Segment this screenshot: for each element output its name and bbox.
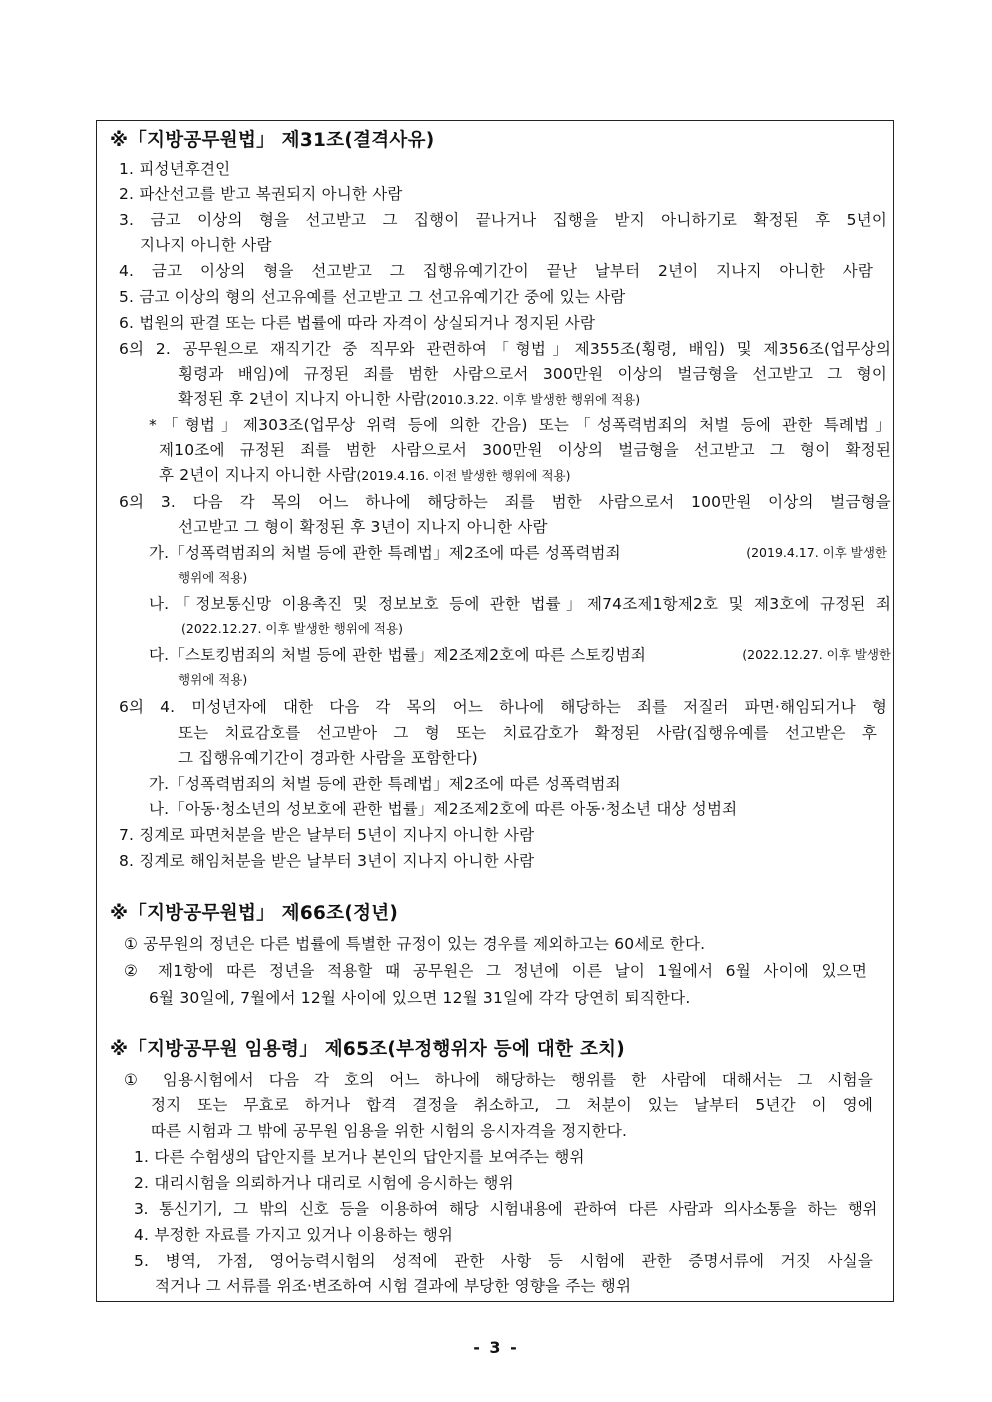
sub-item: 가.「성폭력범죄의 처벌 등에 관한 특례법」제2조에 따른 성폭력범죄 (2019.4.17. 이후 발생한: [149, 544, 887, 562]
notice-box: [96, 120, 894, 1302]
list-item: 2. 파산선고를 받고 복권되지 아니한 사람: [119, 185, 403, 203]
list-item: 2. 대리시험을 의뢰하거나 대리로 시험에 응시하는 행위: [134, 1174, 514, 1192]
note-item: *「형법」제303조(업무상 위력 등에 의한 간음) 또는「성폭력범죄의 처벌 등에 관한 특례법」: [149, 416, 891, 434]
list-item-continued: 확정된 후 2년이 지나지 아니한 사람(2010.3.22. 이후 발생한 행위에 적용): [178, 390, 641, 408]
list-item: 6의 4. 미성년자에 대한 다음 각 목의 어느 하나에 해당하는 죄를 저질러 파면·해임되거나 형: [119, 698, 887, 716]
note-item-continued: 제10조에 규정된 죄를 범한 사람으로서 300만원 이상의 벌금형을 선고받고 그 형이 확정된: [159, 441, 891, 459]
list-item-continued: 선고받고 그 형이 확정된 후 3년이 지나지 아니한 사람: [178, 518, 548, 536]
page-number: - 3 -: [473, 1338, 519, 1357]
list-item-continued: 그 집행유예기간이 경과한 사람을 포함한다): [178, 749, 478, 767]
paragraph: ① 임용시험에서 다음 각 호의 어느 하나에 해당하는 행위를 한 사람에 대해서는 그 시험을: [124, 1071, 873, 1089]
list-item-continued: 지나지 아니한 사람: [140, 236, 272, 254]
list-item-continued: 적거나 그 서류를 위조·변조하여 시험 결과에 부당한 영향을 주는 행위: [155, 1277, 632, 1295]
sub-item: 다.「스토킹범죄의 처벌 등에 관한 법률」제2조제2호에 따른 스토킹범죄 (2022.12.27. 이후 발생한: [149, 646, 891, 664]
section-66-title: ※「지방공무원법」 제66조(정년): [110, 903, 399, 924]
list-item: 1. 다른 수험생의 답안지를 보거나 본인의 답안지를 보여주는 행위: [134, 1148, 585, 1166]
paragraph: ② 제1항에 따른 정년을 적용할 때 공무원은 그 정년에 이른 날이 1월에서 6월 사이에 있으면: [124, 962, 867, 980]
applicability-note: (2022.12.27. 이후 발생한 행위에 적용): [181, 621, 403, 636]
applicability-note: (2022.12.27. 이후 발생한: [742, 647, 891, 662]
applicability-note: (2010.3.22. 이후 발생한 행위에 적용): [426, 392, 641, 407]
list-item: 4. 금고 이상의 형을 선고받고 그 집행유예기간이 끝난 날부터 2년이 지나지 아니한 사람: [119, 262, 873, 280]
applicability-note: (2019.4.17. 이후 발생한: [746, 545, 887, 560]
sub-item: 가.「성폭력범죄의 처벌 등에 관한 특례법」제2조에 따른 성폭력범죄: [149, 775, 621, 793]
list-item: 5. 금고 이상의 형의 선고유예를 선고받고 그 선고유예기간 중에 있는 사람: [119, 288, 626, 306]
list-item: 8. 징계로 해임처분을 받은 날부터 3년이 지나지 아니한 사람: [119, 852, 535, 870]
paragraph-continued: 6월 30일에, 7월에서 12월 사이에 있으면 12월 31일에 각각 당연히 퇴직한다.: [149, 989, 691, 1007]
applicability-note: 행위에 적용): [178, 672, 248, 687]
list-item: 6의 3. 다음 각 목의 어느 하나에 해당하는 죄를 범한 사람으로서 100만원 이상의 벌금형을: [119, 493, 891, 511]
applicability-note: 행위에 적용): [178, 570, 248, 585]
list-item: 5. 병역, 가점, 영어능력시험의 성적에 관한 사항 등 시험에 관한 증명서류에 거짓 사실을: [134, 1252, 873, 1270]
list-item: 6의 2. 공무원으로 재직기간 중 직무와 관련하여「형법」제355조(횡령, 배임) 및 제356조(업무상의: [119, 340, 891, 358]
applicability-note: (2019.4.16. 이전 발생한 행위에 적용): [356, 468, 571, 483]
list-item: 7. 징계로 파면처분을 받은 날부터 5년이 지나지 아니한 사람: [119, 826, 535, 844]
list-item: 1. 피성년후견인: [119, 160, 231, 178]
sub-item: 나.「아동·청소년의 성보호에 관한 법률」제2조제2호에 따른 아동·청소년 대상 성범죄: [149, 800, 738, 818]
list-item: 3. 통신기기, 그 밖의 신호 등을 이용하여 해당 시험내용에 관하여 다른 사람과 의사소통을 하는 행위: [134, 1200, 877, 1218]
section-65-title: ※「지방공무원 임용령」 제65조(부정행위자 등에 대한 조치): [110, 1039, 626, 1060]
list-item-continued: 또는 치료감호를 선고받아 그 형 또는 치료감호가 확정된 사람(집행유예를 선고받은 후: [178, 724, 877, 742]
list-item: 3. 금고 이상의 형을 선고받고 그 집행이 끝나거나 집행을 받지 아니하기로 확정된 후 5년이: [119, 211, 887, 229]
paragraph-continued: 따른 시험과 그 밖에 공무원 임용을 위한 시험의 응시자격을 정지한다.: [151, 1122, 628, 1140]
list-item: 4. 부정한 자료를 가지고 있거나 이용하는 행위: [134, 1226, 454, 1244]
note-item-continued: 후 2년이 지나지 아니한 사람(2019.4.16. 이전 발생한 행위에 적용): [159, 466, 571, 484]
section-31-title: ※「지방공무원법」 제31조(결격사유): [110, 130, 435, 151]
list-item-continued: 횡령과 배임)에 규정된 죄를 범한 사람으로서 300만원 이상의 벌금형을 선고받고 그 형이: [178, 365, 887, 383]
paragraph-continued: 정지 또는 무효로 하거나 합격 결정을 취소하고, 그 처분이 있는 날부터 5년간 이 영에: [151, 1096, 873, 1114]
list-item: 6. 법원의 판결 또는 다른 법률에 따라 자격이 상실되거나 정지된 사람: [119, 314, 596, 332]
paragraph: ① 공무원의 정년은 다른 법률에 특별한 규정이 있는 경우를 제외하고는 60세로 한다.: [124, 935, 706, 953]
sub-item: 나.「정보통신망 이용촉진 및 정보보호 등에 관한 법률」제74조제1항제2호 및 제3호에 규정된 죄: [149, 595, 891, 613]
